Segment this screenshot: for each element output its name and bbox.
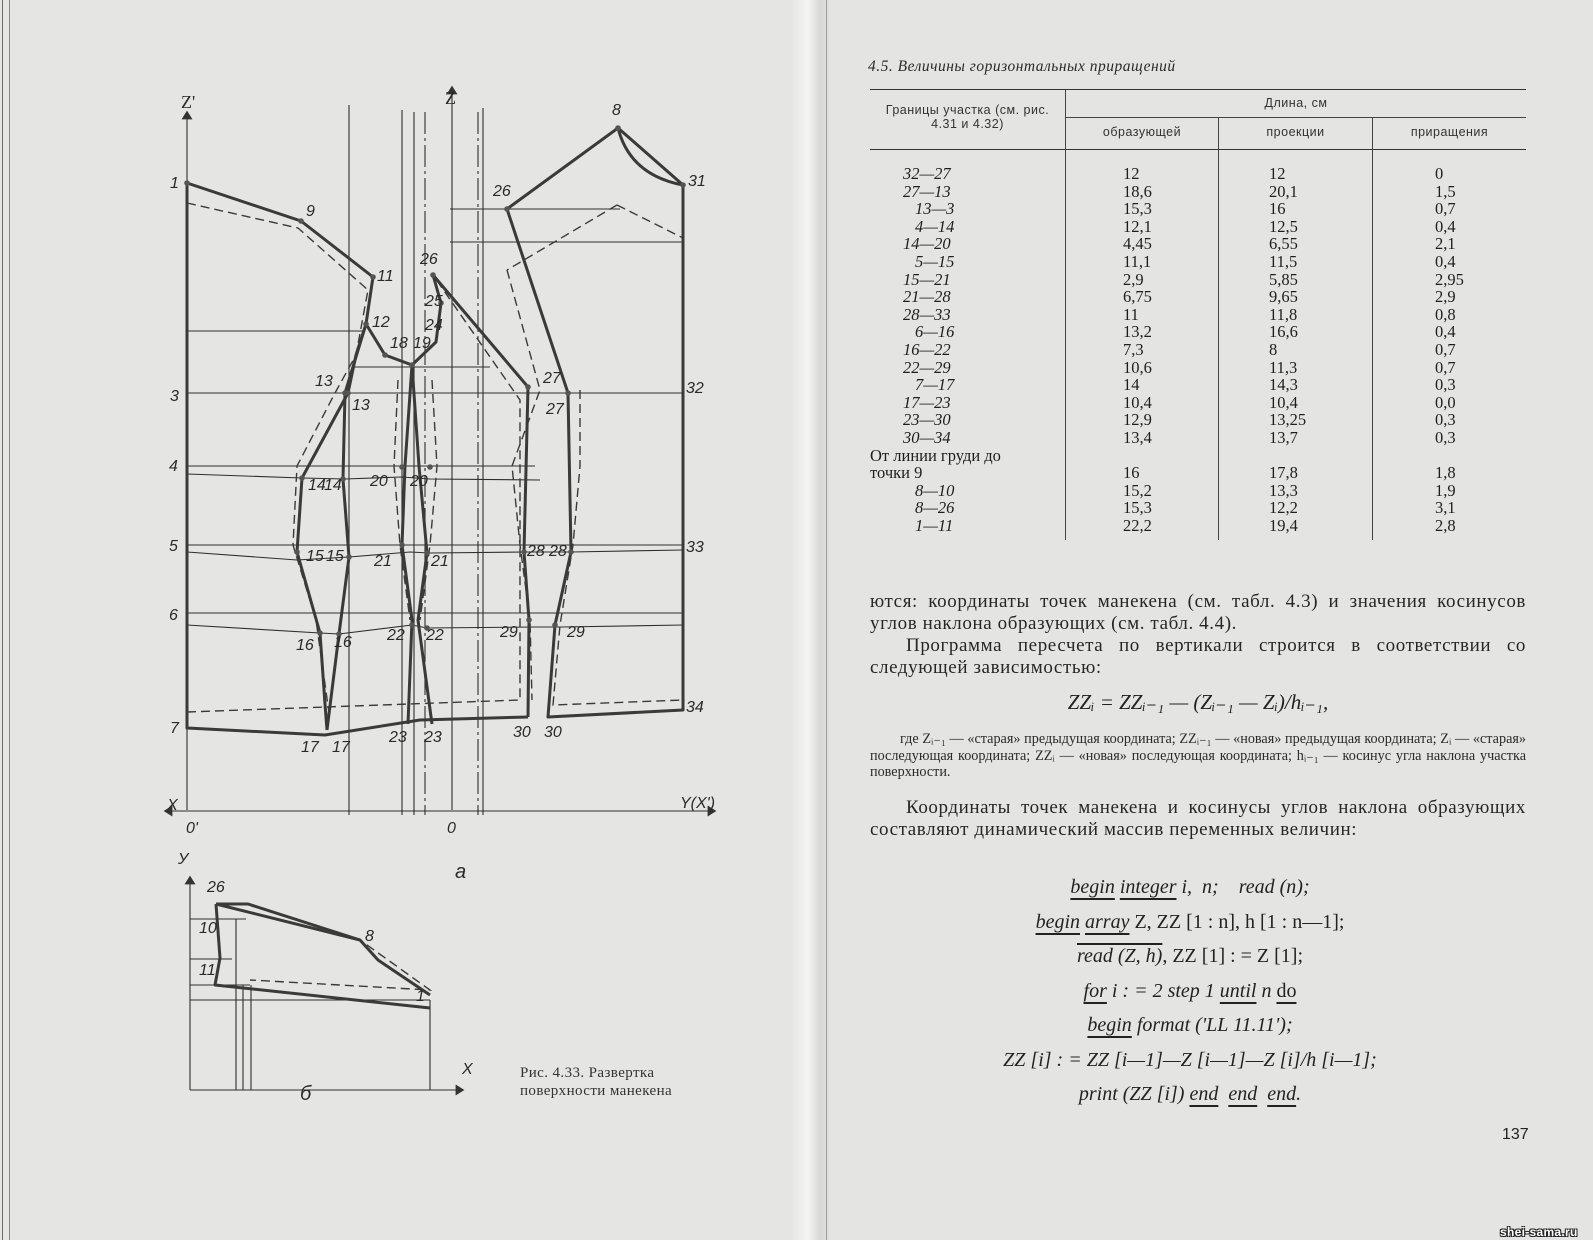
- table-cell-increment: 2,9: [1435, 287, 1456, 307]
- inset-outline: [216, 904, 430, 995]
- table-cell-segment: 16—22: [903, 340, 951, 359]
- table-cell-segment: 7—17: [915, 375, 955, 395]
- construction-lines: [168, 90, 712, 1090]
- point-label: 9: [306, 203, 315, 220]
- table-cell-segment: 8—26: [915, 498, 955, 518]
- code-text: Z, ZZ [1 : n], h [1 : n—1];: [1129, 910, 1345, 933]
- table-cell-increment: 3,1: [1435, 498, 1456, 518]
- table-header-generatrix: образующей: [1102, 125, 1182, 139]
- table-cell-projection: 12: [1269, 164, 1286, 183]
- table-cell-projection: 13,25: [1269, 410, 1307, 430]
- code-text: ZZ [i] : = ZZ [i—1]—Z [i—1]—Z [i]/h [i—1];: [1003, 1048, 1377, 1071]
- table-cell-increment: 0,7: [1435, 357, 1456, 377]
- table-cell-segment: 4—14: [915, 216, 955, 236]
- table-row: [870, 394, 1526, 412]
- point-marker: [409, 362, 415, 368]
- table-cell-projection: 10,4: [1269, 392, 1298, 412]
- table-cell-increment: 2,8: [1435, 516, 1456, 535]
- point-marker: [345, 390, 351, 396]
- table-cell-generatrix: 12,1: [1123, 216, 1152, 236]
- point-label: 8: [612, 102, 621, 119]
- point-label: 30: [513, 724, 531, 741]
- code-line: [960, 1043, 1420, 1078]
- table-cell-segment: 15—21: [903, 269, 951, 289]
- point-label: 30: [544, 724, 562, 741]
- point-label: 18: [390, 335, 408, 352]
- table-cell-generatrix: 22,2: [1123, 516, 1152, 535]
- table-cell-generatrix: 6,75: [1123, 287, 1152, 307]
- point-label: 12: [372, 314, 390, 331]
- code-line: [960, 1077, 1420, 1112]
- point-label: 14: [324, 477, 342, 494]
- level-label: 4: [169, 458, 178, 475]
- table-cell-segment: 30—34: [903, 428, 951, 447]
- point-label: 21: [374, 553, 392, 570]
- point-label: 27: [543, 370, 561, 387]
- table-cell-generatrix: 2,9: [1123, 269, 1144, 289]
- code-text: n: [1256, 979, 1277, 1002]
- table-cell-segment: 32—27: [903, 164, 951, 183]
- point-label: 20: [370, 473, 388, 490]
- table-row: [870, 359, 1526, 377]
- code-keyword: begin: [1035, 910, 1080, 933]
- table-row: [870, 235, 1526, 253]
- hem-dashed: [187, 275, 520, 712]
- table-cell-generatrix: 13,2: [1123, 322, 1152, 342]
- level-label: 3: [170, 388, 179, 405]
- point-label: 19: [413, 335, 431, 352]
- right-label: 32: [686, 380, 704, 397]
- table-cell-projection: 16,6: [1269, 322, 1298, 342]
- table-row: [870, 253, 1526, 271]
- table-cell-projection: 20,1: [1269, 181, 1298, 201]
- point-marker: [565, 390, 571, 396]
- table-cell-generatrix: 15,3: [1123, 199, 1152, 219]
- table-cell-increment: 0,4: [1435, 322, 1456, 342]
- table-row: [870, 429, 1526, 447]
- point-label: 11: [377, 268, 394, 285]
- point-marker: [184, 180, 190, 186]
- right-label: 34: [686, 699, 704, 716]
- point-label: 28: [549, 543, 567, 560]
- table-cell-increment: 0: [1435, 164, 1444, 183]
- code-keyword: do: [1276, 979, 1297, 1002]
- point-label: 28: [527, 543, 545, 560]
- table-cell-increment: 2,1: [1435, 234, 1456, 254]
- point-marker: [552, 622, 558, 628]
- code-keyword: integer: [1119, 876, 1177, 898]
- table-cell-projection: 17,8: [1269, 463, 1298, 483]
- point-label: 20: [410, 473, 428, 490]
- table-cell-generatrix: 10,4: [1123, 392, 1152, 412]
- table-cell-increment: 0,3: [1435, 428, 1456, 447]
- table-cell-projection: 13,3: [1269, 480, 1298, 500]
- axis-label-x: X: [167, 797, 178, 814]
- table-cell-projection: 13,7: [1269, 428, 1298, 447]
- point-marker: [430, 272, 436, 278]
- code-line: [960, 905, 1420, 940]
- axis-label-y-x-prime: Y(X'): [680, 795, 716, 812]
- right-label: 33: [686, 539, 704, 556]
- point-marker: [424, 550, 430, 556]
- gutter-fold-line: [826, 0, 827, 1240]
- table-rule-header-bottom: [870, 149, 1526, 150]
- point-marker: [399, 542, 405, 548]
- code-keyword: begin: [1070, 876, 1115, 898]
- table-cell-increment: 0,7: [1435, 199, 1456, 219]
- watermark-logo: shei-sama.ru: [1500, 1225, 1578, 1239]
- shoulder-outline: [507, 128, 683, 209]
- table-header-length: Длина, см: [1264, 96, 1328, 110]
- table-cell-generatrix: 16: [1123, 463, 1140, 483]
- point-label: 15: [306, 548, 324, 565]
- table-cell-generatrix: 15,2: [1123, 480, 1152, 500]
- code-text: format ('LL 11.11');: [1131, 1014, 1293, 1036]
- table-cell-projection: 14,3: [1269, 375, 1298, 395]
- axis-label-z: Z: [445, 88, 456, 108]
- table-cell-segment: точки 9: [870, 463, 923, 483]
- table-title: 4.5. Величины горизонтальных приращений: [868, 58, 1176, 75]
- level-line-slanted: [187, 474, 540, 480]
- inset-point-label: 11: [199, 962, 216, 979]
- table-cell-generatrix: 4,45: [1123, 234, 1152, 254]
- table-row: [870, 306, 1526, 324]
- table-cell-projection: 11,5: [1269, 252, 1298, 271]
- table-cell-increment: 1,5: [1435, 181, 1456, 201]
- code-text: i : = 2 step 1: [1106, 979, 1220, 1002]
- axis-label-z-prime: Z': [181, 92, 196, 112]
- page-number: 137: [1502, 1126, 1529, 1143]
- inset-point-label: 10: [199, 920, 217, 937]
- code-keyword: begin: [1087, 1014, 1132, 1036]
- origin-label: 0: [447, 820, 456, 837]
- level-label: 6: [169, 607, 178, 624]
- table-cell-projection: 6,55: [1269, 234, 1298, 254]
- code-line: [960, 1008, 1420, 1043]
- point-marker: [346, 554, 352, 560]
- point-label: 26: [420, 251, 438, 268]
- table-row: [870, 165, 1526, 183]
- point-label: 26: [493, 183, 511, 200]
- table-cell-increment: 0,3: [1435, 410, 1456, 430]
- table-cell-segment: 8—10: [915, 480, 955, 500]
- point-label: 14: [308, 477, 326, 494]
- point-marker: [525, 384, 531, 390]
- point-marker: [382, 352, 388, 358]
- table-cell-generatrix: 11,1: [1123, 252, 1152, 271]
- table-cell-segment: От линии груди до: [870, 445, 1001, 465]
- code-keyword: end: [1228, 1083, 1258, 1105]
- table-cell-generatrix: 18,6: [1123, 181, 1152, 201]
- part-b-label: б: [300, 1083, 312, 1105]
- code-line: [960, 939, 1420, 974]
- code-text: , ZZ [1] : = Z [1];: [1162, 945, 1304, 967]
- table-row: [870, 464, 1526, 482]
- table-cell-projection: 8: [1269, 340, 1278, 359]
- table-cell-generatrix: 7,3: [1123, 340, 1144, 359]
- table-cell-segment: 5—15: [915, 252, 955, 271]
- table-cell-increment: 2,95: [1435, 269, 1464, 289]
- point-label: 17: [332, 739, 350, 756]
- table-cell-increment: 0,7: [1435, 340, 1456, 359]
- level-label: 5: [169, 538, 178, 555]
- table-header-increment: приращения: [1410, 125, 1489, 139]
- table-row: [870, 482, 1526, 500]
- point-label: 13: [352, 397, 370, 414]
- table-cell-segment: 13—3: [915, 199, 955, 219]
- code-keyword: array: [1085, 910, 1130, 933]
- point-label: 21: [431, 553, 449, 570]
- code-text: .: [1296, 1083, 1302, 1105]
- table-header-projection: проекции: [1266, 125, 1325, 139]
- point-marker: [317, 630, 323, 636]
- table-row: [870, 323, 1526, 341]
- point-marker: [363, 321, 369, 327]
- table-row: [870, 218, 1526, 236]
- point-marker: [298, 218, 304, 224]
- table-cell-segment: 6—16: [915, 322, 955, 342]
- code-keyword: end: [1189, 1083, 1219, 1105]
- table-cell-generatrix: 10,6: [1123, 357, 1152, 377]
- inset-point-label: 26: [207, 879, 225, 896]
- table-cell-projection: 11,8: [1269, 304, 1298, 324]
- table-row: [870, 341, 1526, 359]
- inset-outline: [215, 904, 430, 1008]
- level-label: 1: [170, 175, 179, 192]
- table-row: [870, 200, 1526, 218]
- point-label: 15: [326, 548, 344, 565]
- point-label: 29: [567, 624, 585, 641]
- table-row: [870, 183, 1526, 201]
- figure-caption: Рис. 4.33. Развертка поверхности манекена: [520, 1065, 673, 1099]
- formula-explanation: где Zᵢ₋₁ — «старая» предыдущая координата; ZZᵢ₋₁ — «новая» предыдущая координата; Zᵢ — «старая» последующая координата; ZZᵢ — «новая» последующая координата; hᵢ₋₁ — косинус угла наклона участка поверхности.: [870, 731, 1526, 780]
- table-cell-segment: 27—13: [903, 181, 951, 201]
- point-label: 29: [500, 624, 518, 641]
- table-row: [870, 411, 1526, 429]
- point-label: 23: [424, 729, 442, 746]
- code-text: i, n;: [1176, 876, 1239, 898]
- part-a-label: а: [455, 861, 467, 883]
- code-text: print (ZZ [i]): [1078, 1083, 1190, 1105]
- table-cell-increment: 1,8: [1435, 463, 1456, 483]
- point-marker: [521, 549, 527, 555]
- point-marker: [370, 274, 376, 280]
- table-cell-projection: 11,3: [1269, 357, 1298, 377]
- point-marker: [680, 182, 686, 188]
- front-center-outline: [327, 324, 366, 730]
- table-cell-increment: 0,4: [1435, 252, 1456, 271]
- table-cell-increment: 0,3: [1435, 375, 1456, 395]
- table-cell-increment: 0,8: [1435, 304, 1456, 324]
- inset-point-label: 1: [416, 988, 425, 1005]
- point-label: 22: [387, 627, 405, 644]
- paragraph-1: ются: координаты точек манекена (см. табл. 4.3) и значения косинусов углов наклона образующих (см. табл. 4.4).: [870, 591, 1526, 634]
- table-cell-generatrix: 12,9: [1123, 410, 1152, 430]
- table-cell-projection: 5,85: [1269, 269, 1298, 289]
- origin-prime-label: 0': [186, 820, 198, 837]
- code-keyword: until: [1219, 979, 1257, 1002]
- point-marker: [299, 475, 305, 481]
- point-marker: [615, 125, 621, 131]
- point-label: 23: [389, 729, 407, 746]
- right-label: 31: [688, 173, 706, 190]
- point-label: 17: [301, 739, 319, 756]
- point-label: 16: [334, 634, 352, 651]
- table-row: [870, 517, 1526, 535]
- back-dashed: [617, 205, 683, 238]
- table-cell-generatrix: 13,4: [1123, 428, 1152, 447]
- table-cell-increment: 0,0: [1435, 392, 1456, 412]
- point-label: 25: [425, 293, 443, 310]
- paragraph-2: Программа пересчета по вертикали строится в соответствии со следующей зависимостью:: [870, 635, 1526, 678]
- inset-point-label: 8: [365, 928, 374, 945]
- point-label: 22: [426, 627, 444, 644]
- table-row: [870, 499, 1526, 517]
- table-cell-segment: 28—33: [903, 304, 951, 324]
- algol-code: [960, 870, 1420, 1112]
- point-marker: [294, 549, 300, 555]
- table-cell-segment: 17—23: [903, 392, 951, 412]
- table-cell-increment: 0,4: [1435, 216, 1456, 236]
- code-line: [960, 974, 1420, 1009]
- point-marker: [409, 622, 415, 628]
- back-right-outline: [507, 185, 683, 717]
- neckline-outline: [366, 275, 528, 387]
- inset-axis-label-x: X: [462, 1061, 473, 1078]
- table-row: [870, 271, 1526, 289]
- table-cell-generatrix: 12: [1123, 164, 1140, 183]
- inset-axis-label-y: У: [178, 851, 189, 868]
- table-cell-segment: 23—30: [903, 410, 951, 430]
- table-cell-projection: 16: [1269, 199, 1286, 219]
- table-cell-generatrix: 14: [1123, 375, 1140, 395]
- table-cell-segment: 14—20: [903, 234, 951, 254]
- code-keyword: read (Z, h): [1076, 945, 1163, 967]
- table-cell-segment: 22—29: [903, 357, 951, 377]
- table-row: [870, 376, 1526, 394]
- point-label: 16: [296, 637, 314, 654]
- point-marker: [427, 464, 433, 470]
- table-cell-generatrix: 11: [1123, 304, 1139, 324]
- table-cell-increment: 1,9: [1435, 480, 1456, 500]
- table-cell-projection: 12,5: [1269, 216, 1298, 236]
- formula: ZZᵢ = ZZᵢ₋₁ — (Zᵢ₋₁ — Zᵢ)/hᵢ₋₁,: [1067, 690, 1329, 714]
- point-label: 27: [546, 401, 564, 418]
- table-cell-projection: 12,2: [1269, 498, 1298, 518]
- code-keyword: for: [1083, 979, 1107, 1002]
- code-keyword: end: [1267, 1083, 1297, 1105]
- table-rule-top: [870, 89, 1526, 90]
- point-marker: [526, 617, 532, 623]
- point-marker: [504, 206, 510, 212]
- level-label: 7: [170, 720, 179, 737]
- table-row: [870, 288, 1526, 306]
- table-cell-projection: 9,65: [1269, 287, 1298, 307]
- paragraph-3: Координаты точек манекена и косинусы углов наклона образующих составляют динамический массив переменных величин:: [870, 797, 1526, 840]
- point-marker: [399, 464, 405, 470]
- table-cell-segment: 21—28: [903, 287, 951, 307]
- code-text: read (n);: [1238, 876, 1310, 898]
- table-cell-segment: 1—11: [915, 516, 954, 535]
- inset-outline: [216, 904, 360, 940]
- table-rule-header: [1065, 117, 1526, 118]
- point-marker: [568, 549, 574, 555]
- table-header-segment: Границы участка (см. рис. 4.31 и 4.32): [885, 103, 1050, 131]
- table-cell-generatrix: 15,3: [1123, 498, 1152, 518]
- point-label: 13: [315, 373, 333, 390]
- table-cell-projection: 19,4: [1269, 516, 1298, 535]
- table-row-continuation: [870, 447, 1526, 465]
- back-dashed: [553, 390, 683, 705]
- point-label: 24: [425, 317, 443, 334]
- code-line: [960, 870, 1420, 905]
